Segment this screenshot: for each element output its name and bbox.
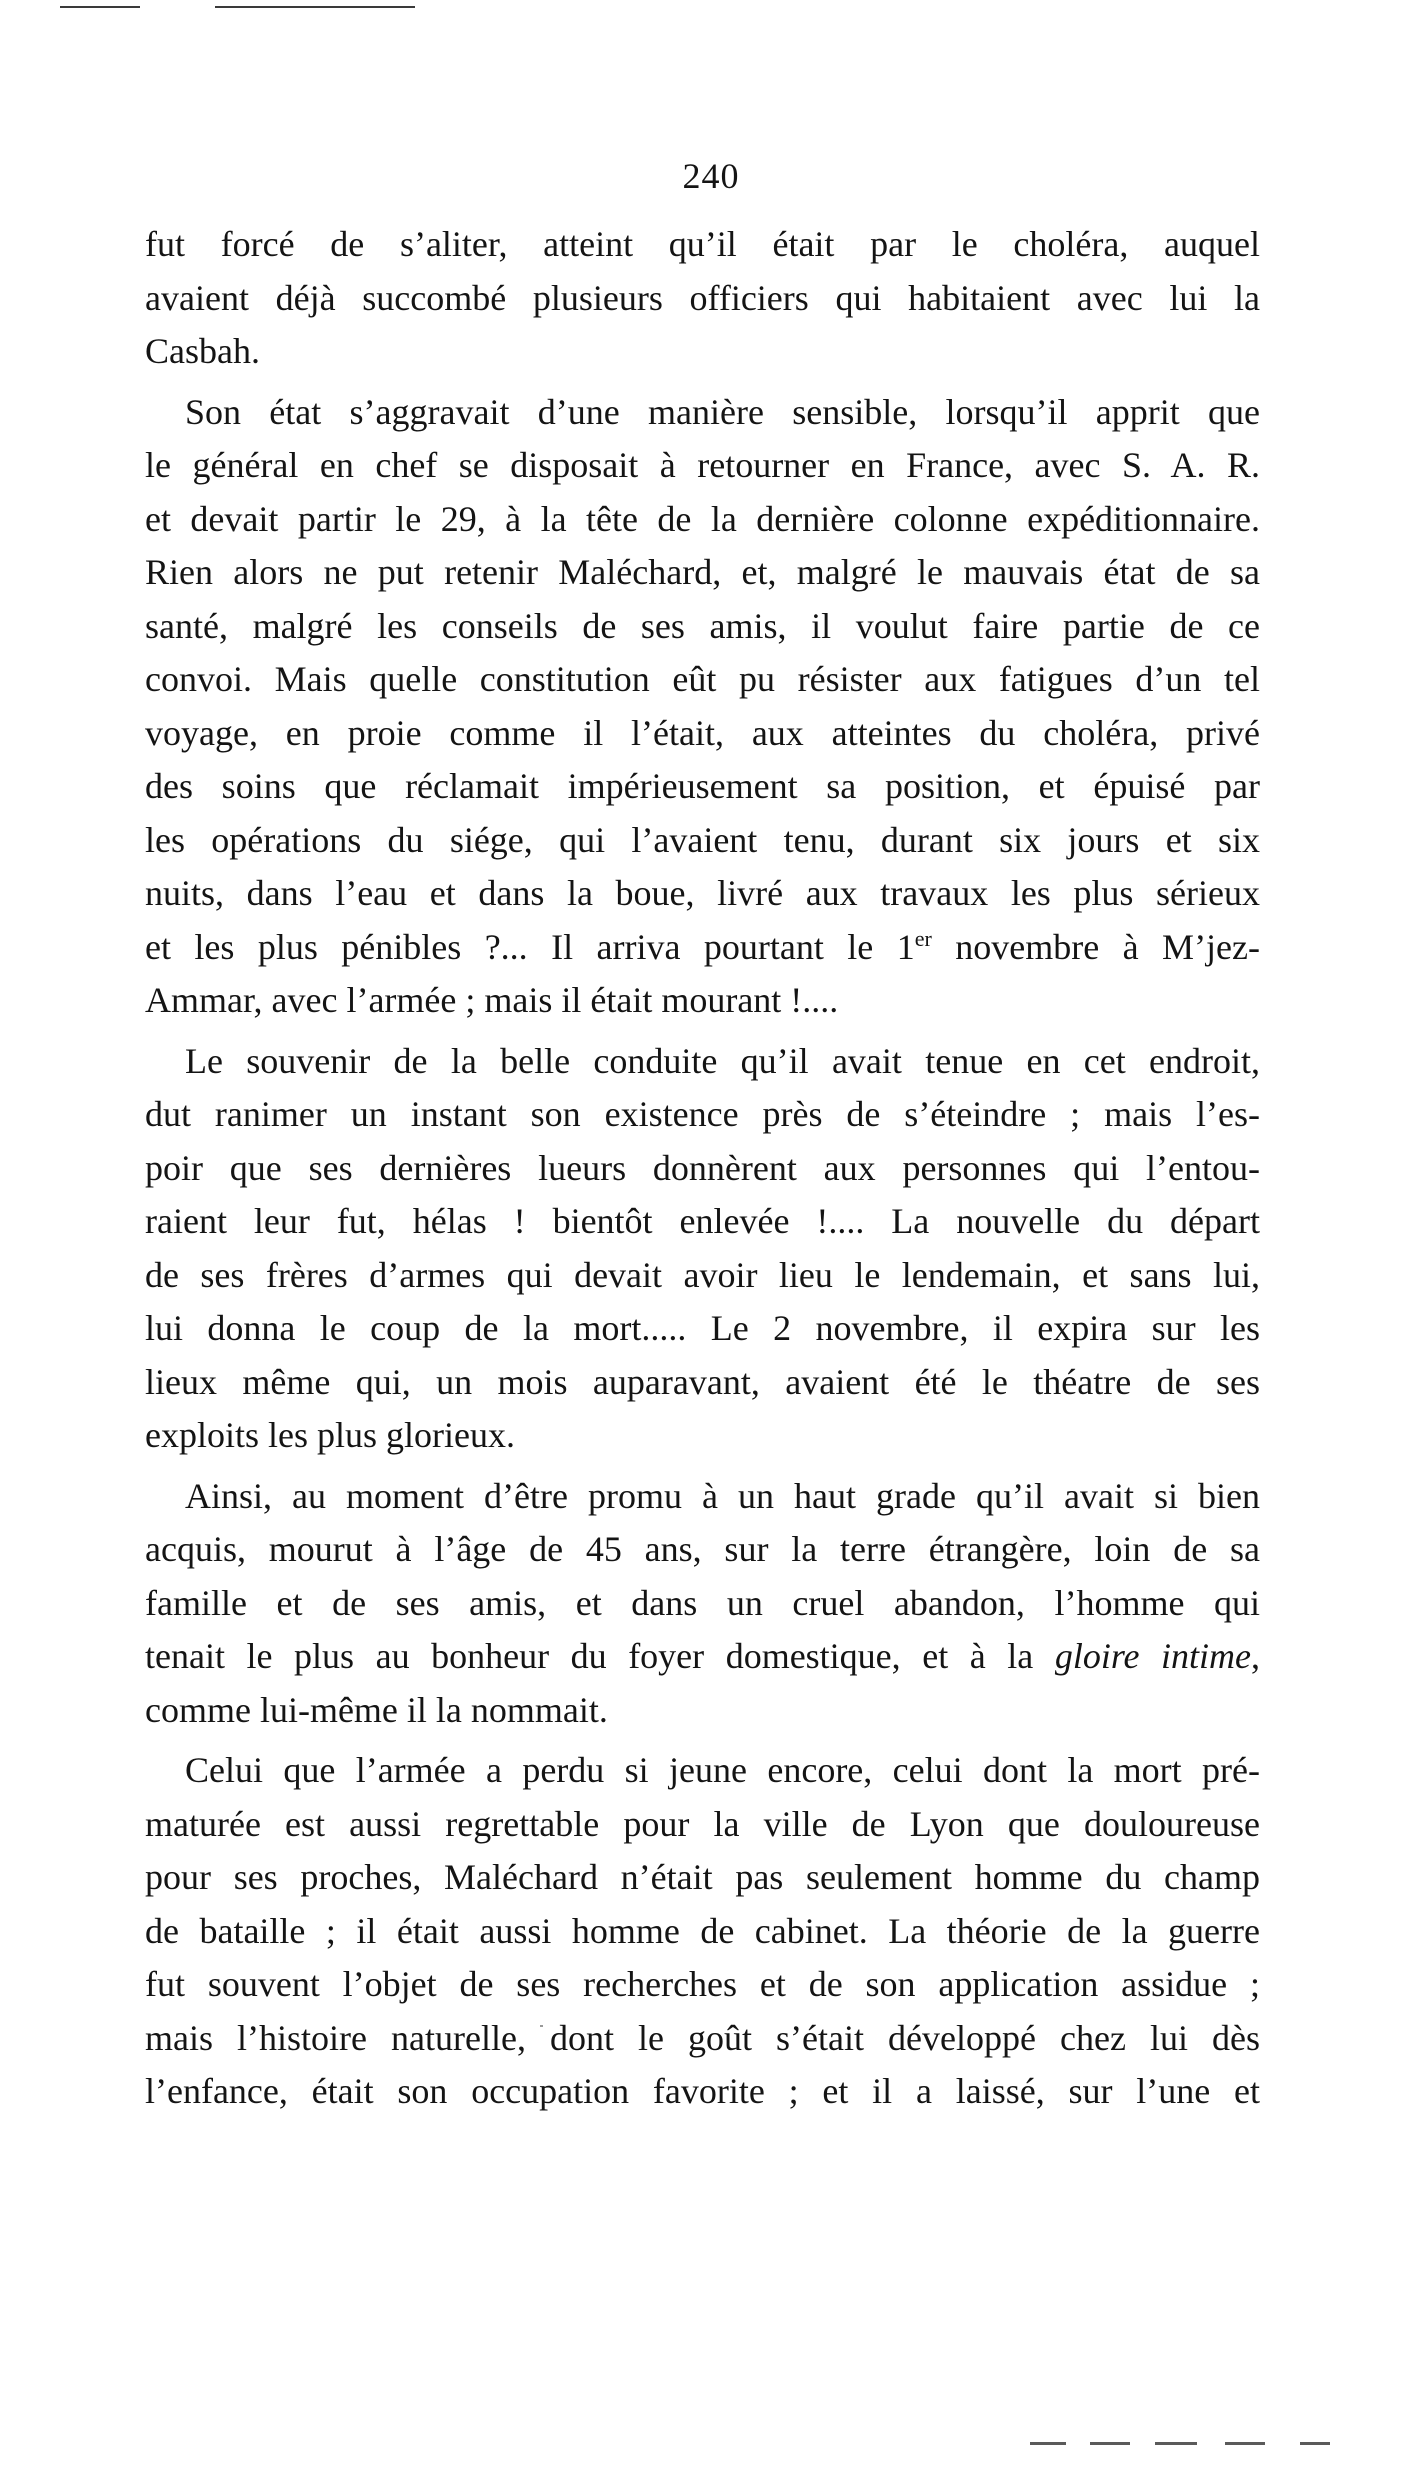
text-fragment: novembre à M’jez- (931, 926, 1261, 967)
bottom-scan-mark (1030, 2442, 1066, 2445)
text-fragment: tenait le plus au bonheur du foyer domestique, et à la (145, 1636, 1055, 1676)
paragraph-4 (145, 1470, 1260, 1738)
text-line: Ainsi, au moment d’être promu à un haut grade qu’il avait si bien (185, 1475, 1260, 1516)
bottom-scan-mark (1155, 2442, 1197, 2445)
text-line: famille et de ses amis, et dans un cruel abandon, l’homme qui (145, 1582, 1260, 1623)
text-line: les opérations du siége, qui l’avaient tenu, durant six jours et six (145, 819, 1260, 860)
paragraph-2 (145, 386, 1260, 1028)
text-line: santé, malgré les conseils de ses amis, il voulut faire partie de ce (145, 605, 1260, 646)
text-line: comme lui-même il la nommait. (145, 1689, 608, 1730)
paragraph-5 (145, 1744, 1260, 2119)
top-scan-rule (60, 6, 140, 8)
text-line: le général en chef se disposait à retourner en France, avec S. A. R. (145, 445, 1260, 485)
text-line: de bataille ; il était aussi homme de cabinet. La théorie de la guerre (145, 1910, 1260, 1951)
text-line: de ses frères d’armes qui devait avoir lieu le lendemain, et sans lui, (145, 1254, 1260, 1295)
text-line: voyage, en proie comme il l’était, aux atteintes du choléra, privé (145, 712, 1260, 753)
bottom-scan-mark (1300, 2442, 1330, 2445)
text-line: Casbah. (145, 331, 260, 371)
text-line: l’enfance, était son occupation favorite ; et il a laissé, sur l’une et (145, 2071, 1260, 2111)
text-line: nuits, dans l’eau et dans la boue, livré aux travaux les plus sérieux (145, 873, 1260, 913)
text-line-with-italic (145, 1630, 1260, 1684)
text-line: Son état s’aggravait d’une manière sensible, lorsqu’il apprit que (185, 391, 1260, 432)
text-line-with-superscript (145, 921, 1260, 975)
text-line: dut ranimer un instant son existence près de s’éteindre ; mais l’es- (145, 1094, 1260, 1134)
superscript: er (914, 925, 932, 951)
text-line: Celui que l’armée a perdu si jeune encore, celui dont la mort pré- (185, 1750, 1260, 1790)
bottom-scan-mark (1090, 2442, 1130, 2445)
page-body (145, 218, 1260, 2126)
text-line: poir que ses dernières lueurs donnèrent aux personnes qui l’entou- (145, 1147, 1260, 1188)
bottom-scan-mark (1225, 2442, 1265, 2445)
text-line: pour ses proches, Maléchard n’était pas seulement homme du champ (145, 1857, 1260, 1897)
top-scan-rule (215, 6, 415, 8)
text-line: raient leur fut, hélas ! bientôt enlevée !.... La nouvelle du départ (145, 1201, 1260, 1241)
text-line: convoi. Mais quelle constitution eût pu résister aux fatigues d’un tel (145, 659, 1260, 699)
text-fragment: , (1251, 1636, 1260, 1676)
text-line: des soins que réclamait impérieusement sa position, et épuisé par (145, 766, 1260, 806)
page-number: 240 (682, 156, 740, 196)
text-line: fut souvent l’objet de ses recherches et de son application assidue ; (145, 1964, 1260, 2004)
text-line: lieux même qui, un mois auparavant, avaient été le théatre de ses (145, 1361, 1260, 1402)
paragraph-3 (145, 1035, 1260, 1463)
italic-phrase: gloire intime (1054, 1636, 1251, 1676)
text-line: Ammar, avec l’armée ; mais il était mourant !.... (145, 980, 839, 1020)
text-line: et devait partir le 29, à la tête de la dernière colonne expéditionnaire. (145, 498, 1260, 539)
text-fragment: et les plus pénibles ?... Il arriva pourtant le 1 (145, 926, 915, 967)
text-line: avaient déjà succombé plusieurs officiers qui habitaient avec lui la (145, 277, 1260, 318)
text-line: Rien alors ne put retenir Maléchard, et, malgré le mauvais état de sa (145, 552, 1260, 592)
text-line: acquis, mourut à l’âge de 45 ans, sur la terre étrangère, loin de sa (145, 1529, 1260, 1569)
text-line: Le souvenir de la belle conduite qu’il avait tenue en cet endroit, (185, 1040, 1260, 1081)
paragraph-1 (145, 218, 1260, 379)
text-line: exploits les plus glorieux. (145, 1415, 515, 1455)
text-line: maturée est aussi regrettable pour la ville de Lyon que douloureuse (145, 1803, 1260, 1844)
text-line: mais l’histoire naturelle, dont le goût s’était développé chez lui dès (145, 2017, 1260, 2058)
text-line: lui donna le coup de la mort..... Le 2 novembre, il expira sur les (145, 1308, 1260, 1348)
text-line: fut forcé de s’aliter, atteint qu’il était par le choléra, auquel (145, 224, 1260, 264)
